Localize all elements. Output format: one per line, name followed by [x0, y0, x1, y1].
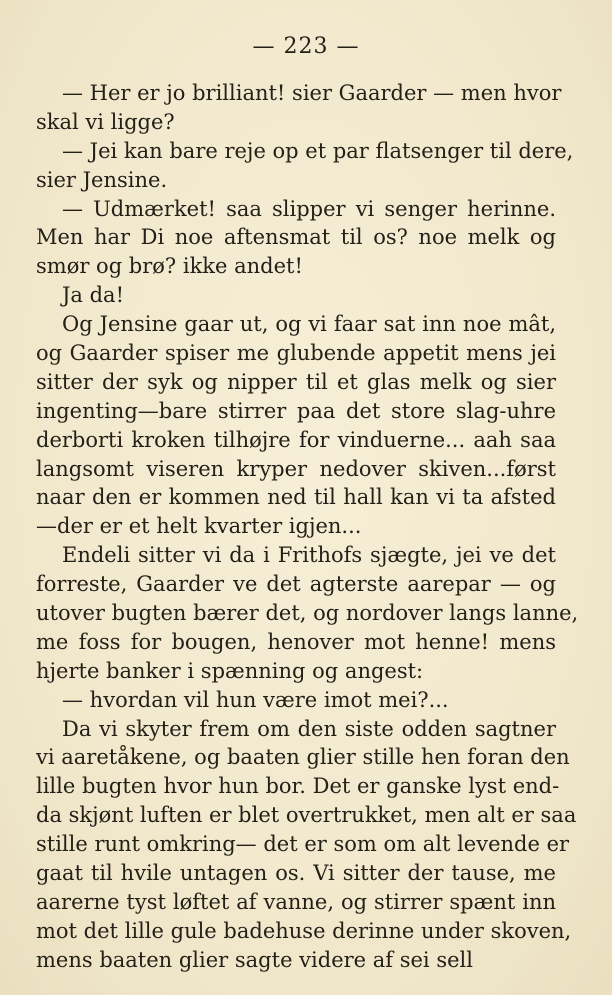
- text-line: mot det lille gule badehuse derinne under skoven,: [36, 918, 572, 943]
- text-line: Endeli sitter vi da i Frithofs sjægte, jei ve det: [62, 543, 556, 568]
- body-text: [36, 79, 579, 975]
- text-line: gaat til hvile untagen os. Vi sitter der tause, me: [36, 861, 556, 886]
- text-line: smør og brø? ikke andet!: [36, 254, 303, 279]
- text-line: — Jei kan bare reje op et par flatsenger til dere,: [62, 138, 574, 163]
- text-line: forreste, Gaarder ve det agterste aarepar — og: [36, 572, 556, 597]
- text-line: naar den er kommen ned til hall kan vi ta afsted: [36, 485, 556, 510]
- text-line: da skjønt luften er blet overtrukket, men alt er saa: [36, 803, 577, 828]
- text-line: Men har Di noe aftensmat til os? noe melk og: [36, 225, 556, 250]
- text-line: langsomt viseren kryper nedover skiven...først: [36, 456, 556, 481]
- text-line: Da vi skyter frem om den siste odden sagtner: [62, 716, 556, 741]
- text-line: mens baaten glier sagte videre af sei sell: [36, 947, 473, 972]
- text-line: aarerne tyst løftet af vanne, og stirrer spænt inn: [36, 889, 556, 914]
- text-line: og Gaarder spiser me glubende appetit mens jei: [36, 341, 556, 366]
- text-line: me foss for bougen, henover mot henne! mens: [36, 629, 556, 654]
- text-line: ingenting—bare stirrer paa det store slag-uhre: [36, 398, 556, 423]
- text-line: lille bugten hvor hun bor. Det er ganske lyst end-: [36, 774, 560, 799]
- page-number: — 223 —: [252, 34, 360, 59]
- text-line: Og Jensine gaar ut, og vi faar sat inn noe mât,: [62, 312, 556, 337]
- text-line: — Her er jo brilliant! sier Gaarder — men hvor: [62, 81, 562, 105]
- text-line: sier Jensine.: [36, 167, 168, 192]
- text-line: utover bugten bærer det, og nordover langs lanne,: [36, 601, 579, 626]
- text-line: skal vi ligge?: [36, 109, 175, 134]
- text-line: vi aaretåkene, og baaten glier stille hen foran den: [36, 745, 570, 770]
- text-line: — hvordan vil hun være imot mei?...: [62, 687, 449, 712]
- text-line: derborti kroken tilhøjre for vinduerne... aah saa: [36, 427, 556, 452]
- text-line: Ja da!: [62, 283, 125, 308]
- text-line: hjerte banker i spænning og angest:: [36, 658, 424, 683]
- text-line: sitter der syk og nipper til et glas melk og sier: [36, 369, 556, 394]
- text-line: —der er et helt kvarter igjen...: [36, 514, 362, 539]
- text-line: stille runt omkring— det er som om alt levende er: [36, 832, 570, 857]
- text-line: — Udmærket! saa slipper vi senger herinne.: [62, 196, 556, 221]
